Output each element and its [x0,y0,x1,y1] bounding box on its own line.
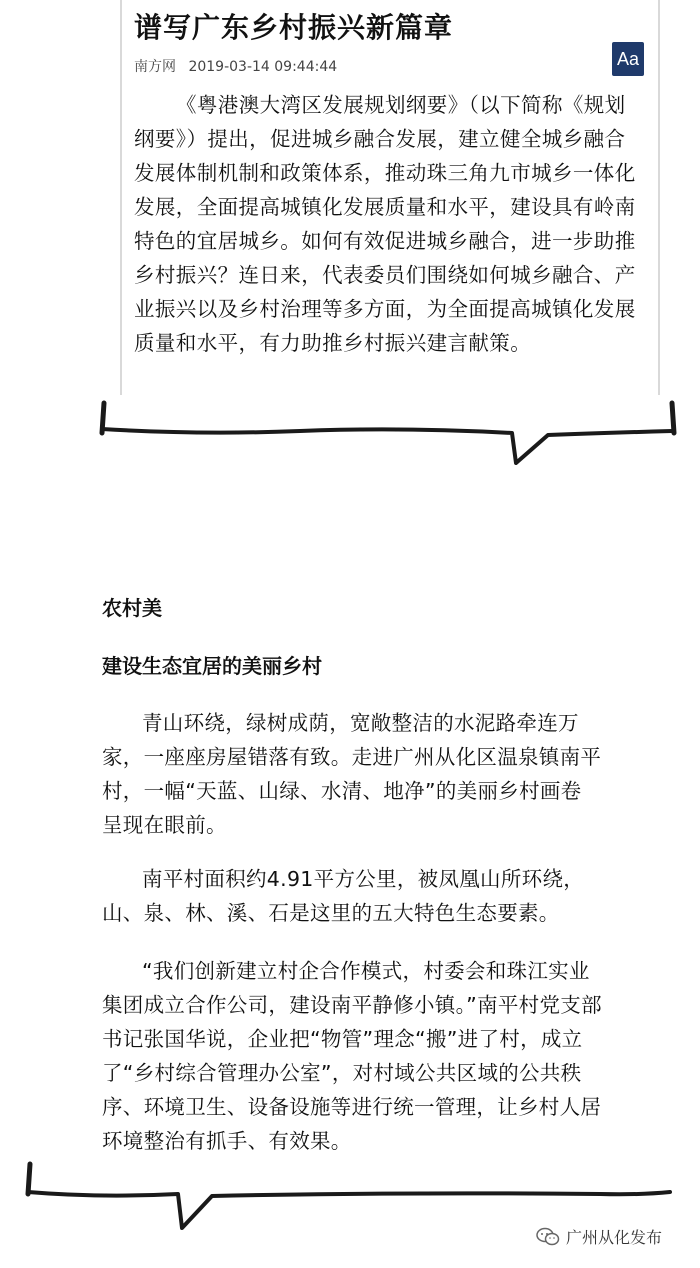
body-paragraph-2-text: 南平村面积约4.91平方公里，被凤凰山所环绕，山、泉、林、溪、石是这里的五大特色生态要素。 [102,867,585,925]
body-paragraph-2 [102,862,602,930]
speech-bubble-border-top [0,395,700,475]
wechat-icon [536,1227,560,1247]
article-title: 谱写广东乡村振兴新篇章 [134,11,454,44]
font-size-button[interactable]: Aa [612,42,644,76]
section-subheading: 建设生态宜居的美丽乡村 [102,654,322,678]
watermark-text: 广州从化发布 [566,1228,663,1247]
watermark [536,1225,662,1248]
body-paragraph-1 [102,706,602,842]
article-lead-paragraph: 《粤港澳大湾区发展规划纲要》（以下简称《规划纲要》）提出，促进城乡融合发展，建立健全城乡融合发展体制机制和政策体系，推动珠三角九市城乡一体化发展，全面提高城镇化发展质量和水平，建设具有岭南特色的宜居城乡。如何有效促进城乡融合，进一步助推乡村振兴？连日来，代表委员们围绕如何城乡融合、产业振兴以及乡村治理等多方面，为全面提高城镇化发展质量和水平，有力助推乡村振兴建言献策。 [134,93,636,355]
article-meta [134,56,337,76]
body-paragraph-3 [102,954,602,1158]
article-source[interactable]: 南方网 [134,59,176,75]
section-heading: 农村美 [102,596,162,620]
body-paragraph-3-text: “我们创新建立村企合作模式，村委会和珠江实业集团成立合作公司，建设南平静修小镇。”南平村党支部书记张国华说，企业把“物管”理念“搬”进了村，成立了“乡村综合管理办公室”，对村域公共区域的公共秩序、环境卫生、设备设施等进行统一管理，让乡村人居环境整治有抓手、有效果。 [102,959,602,1153]
article-datetime: 2019-03-14 09:44:44 [188,59,338,75]
body-paragraph-1-text: 青山环绕，绿树成荫，宽敞整洁的水泥路牵连万家，一座座房屋错落有致。走进广州从化区温泉镇南平村，一幅“天蓝、山绿、水清、地净”的美丽乡村画卷呈现在眼前。 [102,711,602,837]
